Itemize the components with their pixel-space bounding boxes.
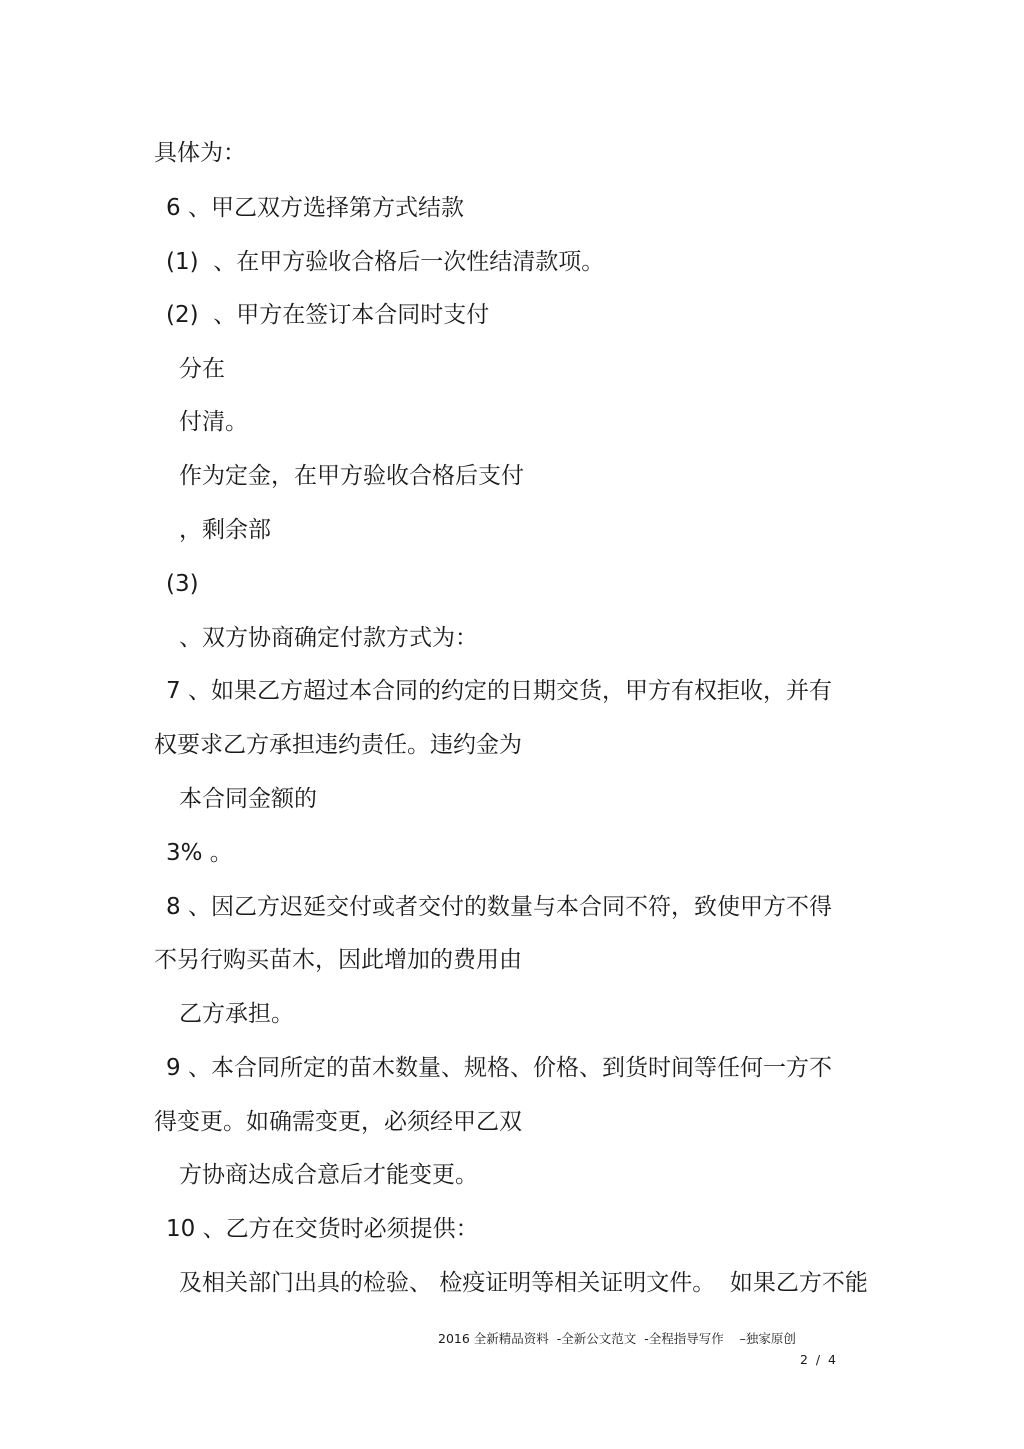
payment-option-3: (3) — [166, 571, 199, 597]
footer-tagline: 2016 全新精品资料 -全新公文范文 -全程指导写作 –独家原创 — [438, 1331, 796, 1346]
clause-8: 8 、因乙方迟延交付或者交付的数量与本合同不符，致使甲方不得 — [166, 894, 832, 920]
clause-9: 9 、本合同所定的苗木数量、规格、价格、到货时间等任何一方不 — [166, 1055, 832, 1081]
clause-7: 7 、如果乙方超过本合同的约定的日期交货，甲方有权拒收，并有 — [166, 678, 832, 704]
text-line: 得变更。如确需变更，必须经甲乙双 — [154, 1109, 522, 1135]
text-line: 不另行购买苗木，因此增加的费用由 — [154, 947, 522, 973]
text-line: ，剩余部 — [179, 517, 271, 543]
clause-10: 10 、乙方在交货时必须提供： — [166, 1216, 479, 1242]
text-line: 作为定金，在甲方验收合格后支付 — [179, 463, 524, 489]
text-line: 具体为： — [154, 140, 246, 166]
text-line: 本合同金额的 — [179, 786, 317, 812]
text-line: 乙方承担。 — [179, 1001, 294, 1027]
text-line: 3% 。 — [166, 840, 233, 866]
text-line: 方协商达成合意后才能变更。 — [179, 1162, 478, 1188]
clause-6: 6 、甲乙双方选择第方式结款 — [166, 195, 464, 221]
text-line: 及相关部门出具的检验、 检疫证明等相关证明文件。 如果乙方不能 — [179, 1270, 868, 1296]
payment-option-2: (2) 、甲方在签订本合同时支付 — [166, 302, 490, 328]
text-line: 、双方协商确定付款方式为： — [179, 625, 478, 651]
text-line: 分在 — [179, 356, 225, 382]
page-number: 2 / 4 — [800, 1352, 837, 1367]
payment-option-1: (1) 、在甲方验收合格后一次性结清款项。 — [166, 249, 605, 275]
text-line: 付清。 — [179, 409, 248, 435]
text-line: 权要求乙方承担违约责任。违约金为 — [154, 732, 522, 758]
